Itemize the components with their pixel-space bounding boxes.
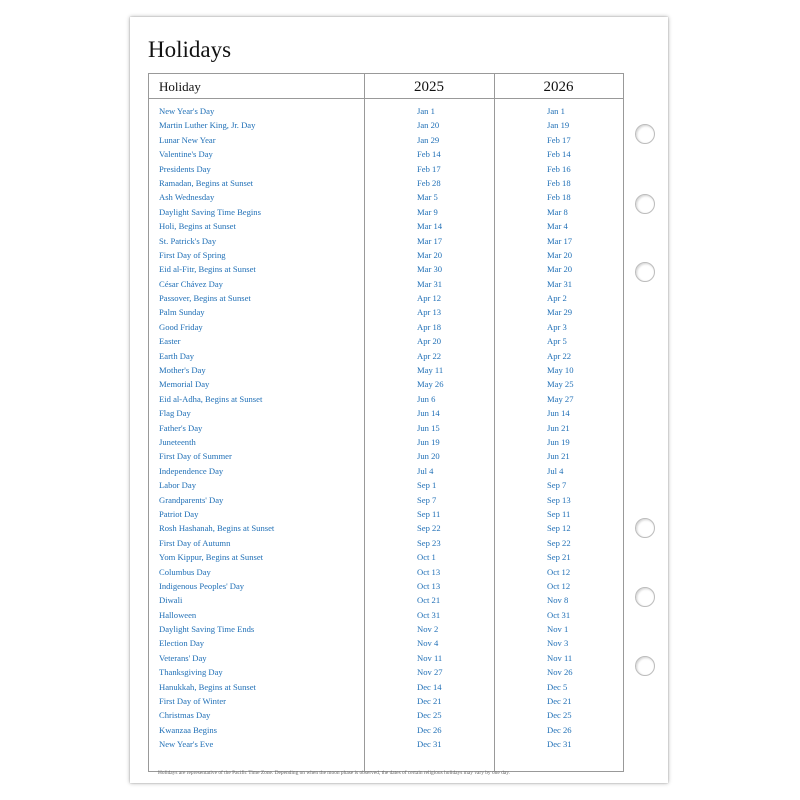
table-row: [149, 421, 623, 435]
date-2025: Apr 18: [417, 321, 442, 332]
date-2025: Apr 13: [417, 307, 442, 318]
date-2025: Mar 31: [417, 278, 443, 289]
date-2025: Dec 14: [417, 681, 442, 692]
date-2026: Jun 21: [547, 451, 570, 462]
date-2025: Apr 20: [417, 336, 442, 347]
date-2025: Feb 17: [417, 163, 441, 174]
date-2025: Jun 15: [417, 422, 440, 433]
table-row: [149, 737, 623, 751]
date-2026: Nov 11: [547, 652, 573, 663]
date-2025: Feb 28: [417, 177, 441, 188]
holiday-name: Patriot Day: [159, 508, 199, 519]
holiday-name: Thanksgiving Day: [159, 667, 223, 678]
date-2025: Sep 11: [417, 508, 441, 519]
date-2026: Oct 12: [547, 580, 571, 591]
date-2025: Jun 20: [417, 451, 440, 462]
table-row: [149, 205, 623, 219]
table-row: [149, 464, 623, 478]
holiday-name: Ash Wednesday: [159, 192, 215, 203]
date-2026: Dec 21: [547, 696, 572, 707]
holiday-name: Daylight Saving Time Ends: [159, 624, 255, 635]
date-2026: Mar 4: [547, 221, 568, 232]
date-2025: Oct 21: [417, 595, 441, 606]
holiday-name: St. Patrick's Day: [159, 235, 217, 246]
date-2025: Jan 29: [417, 134, 440, 145]
holiday-name: Lunar New Year: [159, 134, 216, 145]
date-2026: Apr 3: [547, 321, 567, 332]
table-row: [149, 622, 623, 636]
date-2025: Jan 1: [417, 106, 435, 116]
planner-page: [130, 17, 668, 783]
date-2026: Sep 7: [547, 480, 567, 491]
date-2025: Mar 20: [417, 249, 443, 260]
holiday-name: Election Day: [159, 638, 205, 649]
date-2025: Nov 4: [417, 638, 439, 649]
table-row: [149, 349, 623, 363]
date-2026: Nov 1: [547, 624, 569, 635]
date-2025: Feb 14: [417, 149, 441, 160]
table-row: [149, 521, 623, 535]
table-row: [149, 435, 623, 449]
date-2026: Jan 19: [547, 120, 570, 131]
date-2026: Mar 17: [547, 235, 573, 246]
date-2025: Dec 25: [417, 710, 442, 721]
holiday-name: Columbus Day: [159, 566, 211, 577]
table-row: [149, 723, 623, 737]
holiday-name: Palm Sunday: [159, 307, 205, 318]
footnote: Holidays are representative of the Pacific Time Zone. Depending on when the moon phase is observed, the dates of certain religious holidays may vary by one day.: [158, 770, 510, 776]
date-2025: Mar 5: [417, 192, 438, 203]
header-year-2025: 2025: [414, 79, 444, 95]
date-2025: Jun 14: [417, 408, 440, 419]
date-2026: May 10: [547, 365, 574, 376]
holiday-name: Yom Kippur, Begins at Sunset: [159, 552, 264, 563]
date-2026: Sep 13: [547, 494, 571, 505]
holiday-name: Labor Day: [159, 480, 196, 491]
table-row: [149, 636, 623, 650]
date-2026: Nov 3: [547, 638, 569, 649]
table-row: [149, 334, 623, 348]
table-row: [149, 291, 623, 305]
holiday-name: Martin Luther King, Jr. Day: [159, 120, 256, 131]
date-2026: Oct 31: [547, 609, 571, 620]
table-row: [149, 536, 623, 550]
holiday-name: New Year's Eve: [159, 739, 214, 750]
binder-hole: [635, 656, 655, 676]
holiday-name: Earth Day: [159, 350, 195, 361]
holiday-name: First Day of Winter: [159, 696, 227, 707]
table-row: [149, 363, 623, 377]
date-2026: Feb 14: [547, 149, 571, 160]
holiday-name: Veterans' Day: [159, 652, 207, 663]
date-2025: Mar 14: [417, 221, 443, 232]
date-2025: Sep 22: [417, 523, 441, 534]
date-2025: Jan 20: [417, 120, 440, 131]
holiday-name: First Day of Spring: [159, 249, 226, 260]
date-2025: Apr 22: [417, 350, 442, 361]
table-row: [149, 190, 623, 204]
date-2025: Nov 11: [417, 652, 443, 663]
date-2026: Feb 17: [547, 134, 571, 145]
date-2026: Feb 18: [547, 177, 571, 188]
table-row: [149, 565, 623, 579]
holiday-name: Diwali: [159, 595, 183, 606]
date-2025: Jun 19: [417, 436, 440, 447]
date-2026: Jul 4: [547, 465, 564, 476]
holiday-name: Hanukkah, Begins at Sunset: [159, 681, 256, 692]
date-2026: Apr 22: [547, 350, 572, 361]
date-2026: Sep 22: [547, 537, 571, 548]
date-2025: Mar 30: [417, 264, 443, 275]
header-holiday: Holiday: [159, 79, 201, 94]
table-row: [149, 449, 623, 463]
date-2026: Dec 25: [547, 710, 572, 721]
date-2025: Jul 4: [417, 465, 434, 476]
holiday-name: Eid al-Fitr, Begins at Sunset: [159, 264, 256, 275]
date-2025: Dec 26: [417, 724, 442, 735]
holiday-name: Independence Day: [159, 465, 224, 476]
binder-hole: [635, 124, 655, 144]
date-2026: Mar 29: [547, 307, 573, 318]
binder-hole: [635, 518, 655, 538]
holiday-name: Kwanzaa Begins: [159, 724, 217, 735]
holiday-name: Halloween: [159, 609, 197, 620]
date-2026: Nov 8: [547, 595, 569, 606]
table-row: [149, 680, 623, 694]
holiday-name: Daylight Saving Time Begins: [159, 206, 261, 217]
holiday-name: New Year's Day: [159, 106, 215, 116]
holiday-name: Memorial Day: [159, 379, 210, 390]
date-2026: Mar 8: [547, 206, 568, 217]
date-2025: Oct 13: [417, 566, 441, 577]
date-2026: Mar 31: [547, 278, 573, 289]
date-2025: Sep 23: [417, 537, 441, 548]
table-row: [149, 133, 623, 147]
date-2026: Feb 18: [547, 192, 571, 203]
table-row: [149, 493, 623, 507]
table-header: [149, 74, 623, 99]
holiday-name: Father's Day: [159, 422, 203, 433]
date-2026: Dec 31: [547, 739, 572, 750]
date-2025: Nov 27: [417, 667, 443, 678]
date-2026: Sep 12: [547, 523, 571, 534]
table-row: [149, 305, 623, 319]
table-row: [149, 708, 623, 722]
holiday-name: Passover, Begins at Sunset: [159, 293, 251, 304]
holiday-name: Indigenous Peoples' Day: [159, 580, 245, 591]
table-row: [149, 478, 623, 492]
date-2026: Sep 21: [547, 552, 571, 563]
date-2026: Apr 2: [547, 293, 567, 304]
holiday-name: Valentine's Day: [159, 149, 213, 160]
holiday-name: Grandparents' Day: [159, 494, 224, 505]
date-2026: Oct 12: [547, 566, 571, 577]
date-2025: Nov 2: [417, 624, 439, 635]
table-row: [149, 608, 623, 622]
holiday-name: Mother's Day: [159, 365, 206, 376]
table-row: [149, 579, 623, 593]
table-row: [149, 406, 623, 420]
header-year-2026: 2026: [543, 79, 574, 95]
date-2025: Mar 9: [417, 206, 438, 217]
date-2026: Jun 19: [547, 436, 570, 447]
holiday-name: Presidents Day: [159, 163, 211, 174]
table-row: [149, 176, 623, 190]
date-2026: May 25: [547, 379, 574, 390]
holiday-name: Juneteenth: [159, 436, 196, 447]
table-row: [149, 118, 623, 132]
date-2025: Apr 12: [417, 293, 442, 304]
holidays-table: [148, 73, 624, 772]
date-2025: Dec 31: [417, 739, 442, 750]
date-2025: May 11: [417, 365, 444, 376]
holiday-name: Ramadan, Begins at Sunset: [159, 177, 254, 188]
table-row: [149, 320, 623, 334]
holiday-name: Rosh Hashanah, Begins at Sunset: [159, 523, 275, 534]
date-2025: Sep 7: [417, 494, 437, 505]
holiday-name: Eid al-Adha, Begins at Sunset: [159, 393, 263, 404]
binder-hole: [635, 587, 655, 607]
date-2025: Mar 17: [417, 235, 443, 246]
table-row: [149, 665, 623, 679]
holiday-name: First Day of Autumn: [159, 537, 231, 548]
date-2026: Nov 26: [547, 667, 573, 678]
date-2026: Mar 20: [547, 249, 573, 260]
date-2025: Oct 31: [417, 609, 441, 620]
date-2026: Sep 11: [547, 508, 571, 519]
table-row: [149, 593, 623, 607]
table-row: [149, 104, 623, 118]
table-row: [149, 550, 623, 564]
date-2025: Oct 1: [417, 552, 436, 563]
holiday-name: Holi, Begins at Sunset: [159, 221, 236, 232]
holiday-name: First Day of Summer: [159, 451, 232, 462]
table-row: [149, 262, 623, 276]
holiday-name: Christmas Day: [159, 710, 211, 721]
date-2025: Sep 1: [417, 480, 437, 491]
table-row: [149, 147, 623, 161]
date-2026: Jan 1: [547, 106, 565, 116]
date-2026: Dec 26: [547, 724, 572, 735]
date-2025: Jun 6: [417, 393, 436, 404]
date-2026: May 27: [547, 393, 574, 404]
table-row: [149, 234, 623, 248]
date-2025: May 26: [417, 379, 444, 390]
date-2026: Dec 5: [547, 681, 568, 692]
date-2026: Apr 5: [547, 336, 567, 347]
date-2025: Oct 13: [417, 580, 441, 591]
holiday-name: Flag Day: [159, 408, 191, 419]
holiday-name: Easter: [159, 336, 181, 347]
holiday-name: Good Friday: [159, 321, 203, 332]
holiday-name: César Chávez Day: [159, 278, 223, 289]
table-body: [149, 104, 623, 752]
table-row: [149, 377, 623, 391]
date-2026: Jun 21: [547, 422, 570, 433]
table-row: [149, 277, 623, 291]
date-2026: Feb 16: [547, 163, 571, 174]
date-2026: Jun 14: [547, 408, 570, 419]
table-row: [149, 162, 623, 176]
table-row: [149, 392, 623, 406]
table-row: [149, 507, 623, 521]
table-row: [149, 219, 623, 233]
table-row: [149, 248, 623, 262]
date-2025: Dec 21: [417, 696, 442, 707]
date-2026: Mar 20: [547, 264, 573, 275]
page-title: Holidays: [148, 37, 232, 62]
binder-hole: [635, 194, 655, 214]
table-row: [149, 694, 623, 708]
binder-hole: [635, 262, 655, 282]
table-row: [149, 651, 623, 665]
